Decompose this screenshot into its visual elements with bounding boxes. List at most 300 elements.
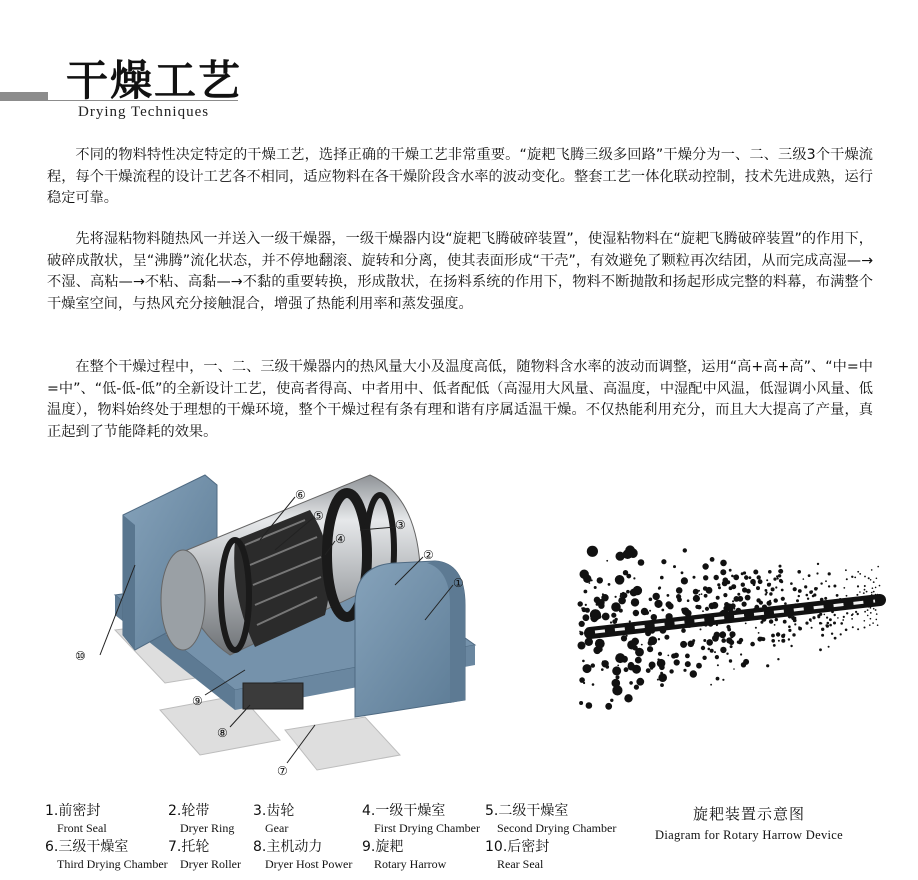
particle <box>636 678 644 686</box>
particle <box>598 603 604 609</box>
particle <box>857 628 859 630</box>
particle <box>635 657 642 664</box>
particle <box>817 615 820 618</box>
particle <box>870 579 872 581</box>
particle <box>635 648 644 657</box>
particle <box>864 627 866 629</box>
particle <box>667 655 669 657</box>
particle <box>737 593 740 596</box>
particle <box>876 613 878 615</box>
particle <box>641 644 643 646</box>
particle <box>857 571 859 573</box>
particle <box>866 591 868 593</box>
particle <box>714 575 719 580</box>
particle <box>872 622 874 624</box>
particle <box>590 609 601 620</box>
particle <box>701 593 703 595</box>
particle <box>597 577 603 583</box>
particle <box>692 639 695 642</box>
particle <box>629 620 631 622</box>
particle <box>768 583 771 586</box>
particle <box>820 582 822 584</box>
particle <box>659 665 665 671</box>
particle <box>653 593 660 600</box>
particle <box>716 596 720 600</box>
particle <box>657 679 659 681</box>
callout-4: ④ <box>335 532 346 546</box>
particle <box>845 569 847 571</box>
particle <box>580 570 589 579</box>
particle <box>788 629 791 632</box>
particle <box>658 586 661 589</box>
particle <box>826 625 829 628</box>
legend-item-third-drying-chamber: 6.三级干燥室 Third Drying Chamber <box>45 839 168 871</box>
particle <box>681 608 685 612</box>
particle <box>829 624 832 627</box>
particle <box>828 572 831 575</box>
particle <box>840 622 843 625</box>
particle <box>857 585 859 587</box>
particle <box>716 677 720 681</box>
particle <box>717 664 719 666</box>
particle <box>781 589 784 592</box>
particle <box>812 595 815 598</box>
particle <box>627 640 636 649</box>
particle <box>778 569 783 574</box>
particle <box>638 559 645 566</box>
particle <box>859 573 861 575</box>
callout-10: ⑩ <box>75 649 86 663</box>
particle <box>852 626 854 628</box>
particle <box>781 639 785 643</box>
particle <box>658 673 667 682</box>
particle <box>634 685 639 690</box>
particle <box>753 583 756 586</box>
callout-3: ③ <box>395 518 406 532</box>
particle <box>669 669 673 673</box>
particle <box>585 604 587 606</box>
particle <box>582 660 585 663</box>
callout-5: ⑤ <box>313 509 324 523</box>
particle <box>585 608 590 613</box>
particle <box>819 648 822 651</box>
particle <box>834 637 837 640</box>
particle <box>591 663 595 667</box>
particle <box>804 585 807 588</box>
particle <box>788 625 791 628</box>
particle <box>745 623 747 625</box>
particle <box>867 615 869 617</box>
particle <box>708 648 711 651</box>
particle <box>779 565 782 568</box>
particle <box>765 589 768 592</box>
particle <box>781 597 785 601</box>
rotary-dryer-illustration <box>55 455 515 795</box>
particle <box>693 642 695 644</box>
particle <box>710 684 712 686</box>
particle <box>817 563 819 565</box>
particle <box>826 617 828 619</box>
particle <box>879 585 881 587</box>
particle <box>633 577 635 579</box>
diagram-caption-cn: 旋耙装置示意图 <box>693 805 806 823</box>
title-accent-bar <box>0 92 48 101</box>
particle <box>778 640 780 642</box>
particle <box>647 646 653 652</box>
particle <box>769 600 771 602</box>
particle <box>741 572 744 575</box>
legend-item-second-drying-chamber: 5.二级干燥室 Second Drying Chamber <box>485 803 617 835</box>
particle <box>657 658 659 660</box>
particle <box>711 602 718 609</box>
particle <box>714 651 716 653</box>
particle <box>733 574 739 580</box>
particle <box>612 619 617 624</box>
particle <box>601 668 604 671</box>
particle <box>812 616 815 619</box>
particle <box>733 668 735 670</box>
particle <box>660 683 664 687</box>
particle <box>676 594 681 599</box>
particle <box>773 644 776 647</box>
particle <box>680 641 687 648</box>
particle <box>825 580 827 582</box>
particle <box>758 579 763 584</box>
particle <box>645 611 649 615</box>
particle <box>583 682 585 684</box>
particle <box>864 576 866 578</box>
particle <box>594 586 597 589</box>
particle <box>765 593 767 595</box>
particle <box>685 654 690 659</box>
particle <box>581 607 583 609</box>
particle <box>863 592 865 594</box>
particle <box>615 575 625 585</box>
particle <box>631 598 639 606</box>
particle <box>755 627 757 629</box>
particle <box>846 578 848 580</box>
paragraph-intro: 不同的物料特性决定特定的干燥工艺，选择正确的干燥工艺非常重要。“旋耙飞腾三级多回路”干燥分为一、二、三级3个干燥流程，每个干燥流程的设计工艺各不相同，适应物料在各干燥阶段含水率的波动变化。整套工艺一体化联动控制，技术先进成熟，运行稳定可靠。 <box>47 147 873 206</box>
particle <box>580 645 584 649</box>
particle <box>868 577 870 579</box>
particle <box>828 646 830 648</box>
particle <box>646 668 651 673</box>
particle <box>661 609 664 612</box>
particle <box>740 653 742 655</box>
callout-8: ⑧ <box>217 726 228 740</box>
particle <box>788 638 790 640</box>
particle <box>777 577 779 579</box>
particle <box>589 582 591 584</box>
particle <box>793 619 797 623</box>
particle <box>732 600 734 602</box>
callout-7: ⑦ <box>277 764 288 778</box>
particle <box>658 652 662 656</box>
particle <box>579 621 585 627</box>
particle <box>829 618 832 621</box>
particle <box>608 583 611 586</box>
particle <box>624 667 629 672</box>
particle <box>596 603 599 606</box>
particle <box>749 576 752 579</box>
particle <box>583 614 590 621</box>
particle <box>723 593 727 597</box>
particle <box>654 600 662 608</box>
particle <box>807 598 809 600</box>
particle <box>778 574 781 577</box>
particle <box>864 611 866 613</box>
particle <box>703 586 708 591</box>
particle <box>811 627 813 629</box>
particle <box>828 585 830 587</box>
particle <box>660 672 663 675</box>
callout-1: ① <box>453 576 464 590</box>
particle <box>683 548 687 552</box>
particle <box>877 624 879 626</box>
particle <box>796 599 799 602</box>
particle <box>729 586 733 590</box>
particle <box>867 609 869 611</box>
particle <box>633 610 639 616</box>
particle <box>660 576 664 580</box>
page-title: 干燥工艺 <box>66 56 243 105</box>
rotary-harrow-illustration <box>570 515 890 725</box>
particle <box>702 563 708 569</box>
particle <box>783 634 786 637</box>
particle <box>793 587 797 591</box>
particle <box>617 665 619 667</box>
particle <box>777 658 779 660</box>
particle <box>870 618 872 620</box>
particle <box>774 624 776 626</box>
particle <box>737 596 743 602</box>
particle <box>840 633 842 635</box>
particle <box>756 598 760 602</box>
particle <box>833 585 836 588</box>
particle <box>633 667 639 673</box>
particle <box>744 575 748 579</box>
particle <box>690 670 697 677</box>
particle <box>693 589 699 595</box>
particle <box>710 649 714 653</box>
particle <box>603 661 607 665</box>
particle <box>767 601 772 606</box>
particle <box>824 614 826 616</box>
callout-9: ⑨ <box>192 694 203 708</box>
particle <box>591 579 593 581</box>
particle <box>771 634 775 638</box>
particle <box>864 589 866 591</box>
particle <box>877 566 879 568</box>
particle <box>873 608 875 610</box>
particle <box>674 659 680 665</box>
particle <box>623 549 633 559</box>
particle <box>769 619 773 623</box>
legend-item-dryer-roller: 7.托轮 Dryer Roller <box>168 839 241 871</box>
particle <box>794 623 796 625</box>
particle <box>612 666 621 675</box>
legend-item-gear: 3.齿轮 Gear <box>253 803 295 835</box>
particle <box>695 605 699 609</box>
particle <box>864 620 866 622</box>
particle <box>676 587 683 594</box>
particle <box>681 571 684 574</box>
particle <box>831 633 833 635</box>
particle <box>586 702 593 709</box>
particle <box>706 639 713 646</box>
particle <box>696 663 702 669</box>
particle <box>667 594 670 597</box>
particle <box>666 601 672 607</box>
particle <box>745 595 751 601</box>
particle <box>605 703 612 710</box>
particle <box>776 634 778 636</box>
legend-item-first-drying-chamber: 4.一级干燥室 First Drying Chamber <box>362 803 480 835</box>
particle <box>738 640 742 644</box>
particle <box>876 578 878 580</box>
particle <box>774 578 776 580</box>
particle <box>798 595 800 597</box>
particle <box>619 609 623 613</box>
particle <box>579 631 583 635</box>
particle <box>808 574 811 577</box>
particle <box>612 685 622 695</box>
particle <box>827 622 830 625</box>
particle <box>792 633 795 636</box>
legend-item-rear-seal: 10.后密封 Rear Seal <box>485 839 550 871</box>
particle <box>718 586 721 589</box>
particle <box>587 546 598 557</box>
particle <box>741 583 745 587</box>
particle <box>619 598 624 603</box>
particle <box>775 618 778 621</box>
particle <box>851 576 853 578</box>
paragraph-process: 先将湿粘物料随热风一并送入一级干燥器，一级干燥器内设“旋耙飞腾破碎装置”，使湿粘物料在“旋耙飞腾破碎装置”的作用下，破碎成散状，呈“沸腾”流化状态，并不停地翻滚、旋转和分离，使其表面形成“干壳”，有效避免了颗粒再次结团，从而完成高湿—→不湿、高粘—→不粘、高黏—→不黏的重要转换，形成散状，在扬料系统的作用下，物料不断抛散和扬起形成完整的料幕，布满整个干燥室空间，与热风充分接触混合，增强了热能利用率和蒸发强度。 <box>47 231 873 312</box>
particle <box>837 617 839 619</box>
particle <box>705 607 709 611</box>
particle <box>768 570 772 574</box>
particle <box>742 587 747 592</box>
particle <box>769 592 772 595</box>
particle <box>790 645 792 647</box>
particle <box>779 579 783 583</box>
particle <box>717 583 720 586</box>
particle <box>771 587 775 591</box>
particle <box>851 618 853 620</box>
particle <box>734 608 736 610</box>
particle <box>720 647 726 653</box>
paragraph-control: 在整个干燥过程中，一、二、三级干燥器内的热风量大小及温度高低，随物料含水率的波动而调整，运用“高+高+高”、“中=中=中”、“低-低-低”的全新设计工艺，使高者得高、中者用中、低者配低（高湿用大风量、高温度，中湿配中风温，低湿调小风量、低温度），物料始终处于理想的干燥环境，整个干燥过程有条有理和谐有序属适温干燥。不仅热能利用充分，而且大大提高了产量，真正起到了节能降耗的效果。 <box>47 359 873 440</box>
particle <box>687 599 690 602</box>
particle <box>821 634 824 637</box>
particle <box>783 620 787 624</box>
particle <box>875 587 877 589</box>
particle <box>683 669 686 672</box>
particle <box>714 632 721 639</box>
particle <box>710 557 715 562</box>
callout-2: ② <box>423 548 434 562</box>
particle <box>704 594 708 598</box>
particle <box>727 628 731 632</box>
particle <box>726 603 733 610</box>
particle <box>846 612 848 614</box>
particle <box>703 639 706 642</box>
particle <box>845 629 848 632</box>
particle <box>750 642 755 647</box>
particle <box>742 602 747 607</box>
legend-item-dryer-ring: 2.轮带 Dryer Ring <box>168 803 235 835</box>
particle <box>810 620 812 622</box>
particle <box>681 628 686 633</box>
particle <box>661 559 666 564</box>
particle <box>806 594 809 597</box>
particle <box>753 570 758 575</box>
particle <box>658 638 660 640</box>
particle <box>622 657 628 663</box>
particle <box>857 613 859 615</box>
particle <box>821 628 824 631</box>
particle <box>836 594 839 597</box>
particle <box>648 640 654 646</box>
particle <box>693 576 696 579</box>
particle <box>623 570 628 575</box>
particle <box>592 683 595 686</box>
particle <box>766 579 768 581</box>
particle <box>579 701 583 705</box>
particle <box>871 592 873 594</box>
particle <box>756 586 760 590</box>
particle <box>843 616 845 618</box>
particle <box>730 635 733 638</box>
particle <box>578 601 583 606</box>
particle <box>701 646 705 650</box>
particle <box>775 586 777 588</box>
particle <box>624 694 632 702</box>
diagram-caption-en: Diagram for Rotary Harrow Device <box>655 828 843 842</box>
particle <box>702 656 706 660</box>
particle <box>610 699 613 702</box>
legend-item-dryer-host-power: 8.主机动力 Dryer Host Power <box>253 839 353 871</box>
particle <box>685 661 691 667</box>
particle <box>708 643 710 645</box>
legend-item-rotary-harrow: 9.旋耙 Rotary Harrow <box>362 839 447 871</box>
particle <box>816 572 818 574</box>
particle <box>615 596 617 598</box>
particle <box>616 675 620 679</box>
particle <box>876 619 878 621</box>
particle <box>649 662 656 669</box>
particle <box>833 622 836 625</box>
particle <box>871 569 873 571</box>
particle <box>843 587 845 589</box>
particle <box>856 594 858 596</box>
particle <box>870 612 872 614</box>
particle <box>814 587 818 591</box>
particle <box>803 578 805 580</box>
particle <box>834 614 836 616</box>
particle <box>869 624 871 626</box>
particle <box>722 631 725 634</box>
particle <box>613 604 617 608</box>
particle <box>721 638 726 643</box>
page-subtitle: Drying Techniques <box>78 104 210 120</box>
particle <box>729 569 732 572</box>
particle <box>872 587 874 589</box>
particle <box>846 595 848 597</box>
particle <box>720 569 726 575</box>
particle <box>595 639 605 649</box>
particle <box>673 565 676 568</box>
